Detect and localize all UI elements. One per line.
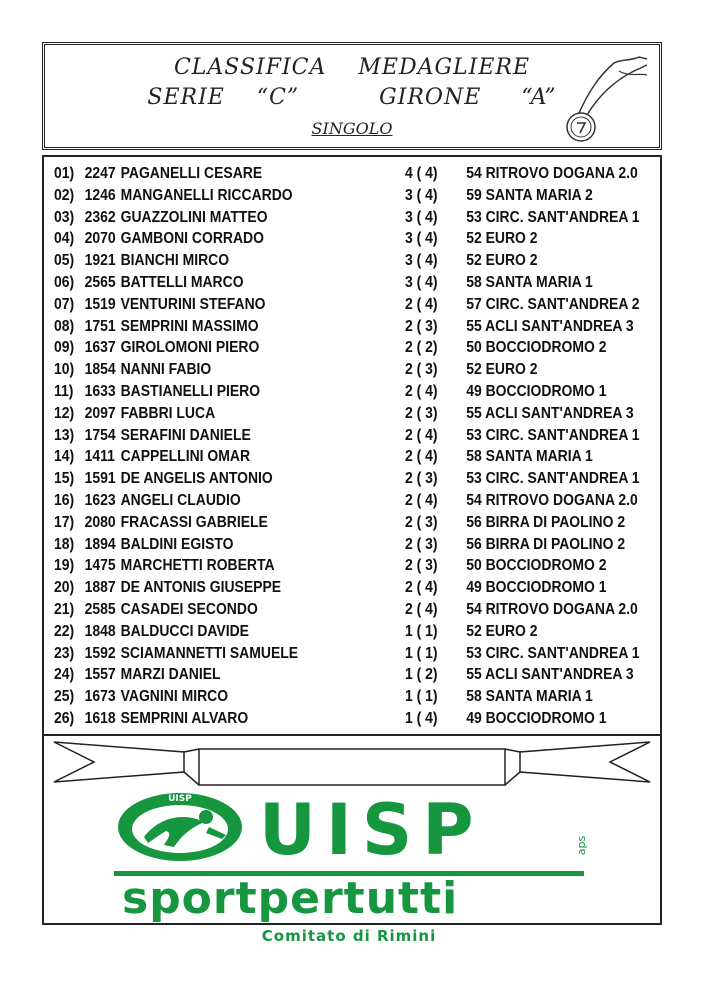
rank-position: 08) <box>54 317 75 335</box>
ranking-row <box>54 228 658 250</box>
player-name: PAGANELLI CESARE <box>120 165 263 182</box>
player-name: GAMBONI CORRADO <box>120 230 264 248</box>
ranking-row <box>54 207 658 229</box>
player-name: GIROLOMONI PIERO <box>120 339 260 357</box>
player-name: SEMPRINI MASSIMO <box>120 317 259 335</box>
player-score: 3 ( 4) <box>405 252 438 270</box>
team-name: 49 BOCCIODROMO 1 <box>466 709 607 727</box>
team-name: 56 BIRRA DI PAOLINO 2 <box>466 535 626 553</box>
uisp-logo <box>114 787 594 945</box>
player-code: 1921 <box>84 252 116 270</box>
player-score: 2 ( 4) <box>405 579 438 597</box>
player-code: 1475 <box>84 557 116 575</box>
ranking-row <box>54 490 658 512</box>
player-name: DE ANTONIS GIUSEPPE <box>120 579 282 597</box>
ranking-row <box>54 686 658 708</box>
player-code: 1411 <box>84 448 115 466</box>
player-score: 2 ( 3) <box>405 404 438 422</box>
player-name: SERAFINI DANIELE <box>120 426 251 444</box>
player-code: 2247 <box>84 165 116 182</box>
player-name: FRACASSI GABRIELE <box>120 513 268 531</box>
team-name: 55 ACLI SANT'ANDREA 3 <box>466 404 634 422</box>
player-name: VENTURINI STEFANO <box>120 295 266 313</box>
rank-position: 18) <box>54 535 75 553</box>
ranking-row <box>54 403 658 425</box>
ranking-row <box>54 621 658 643</box>
ranking-row <box>54 185 658 207</box>
player-code: 1754 <box>84 426 116 444</box>
ranking-row <box>54 468 658 490</box>
ranking-row <box>54 163 658 185</box>
team-name: 58 SANTA MARIA 1 <box>466 688 593 706</box>
team-name: 55 ACLI SANT'ANDREA 3 <box>466 317 634 335</box>
rank-position: 02) <box>54 186 75 204</box>
player-score: 1 ( 4) <box>405 709 438 727</box>
player-score: 1 ( 1) <box>405 644 438 662</box>
team-name: 58 SANTA MARIA 1 <box>466 273 593 291</box>
player-code: 2070 <box>84 230 116 248</box>
ranking-row <box>54 577 658 599</box>
team-name: 50 BOCCIODROMO 2 <box>466 557 607 575</box>
player-code: 1751 <box>84 317 116 335</box>
player-code: 2585 <box>84 600 116 618</box>
aps-label: aps <box>575 835 589 856</box>
team-name: 53 CIRC. SANT'ANDREA 1 <box>466 208 640 226</box>
title-line-3: SINGOLO <box>311 119 393 138</box>
team-name: 54 RITROVO DOGANA 2.0 <box>466 165 638 182</box>
ranking-row <box>54 337 658 359</box>
rank-position: 24) <box>54 666 75 684</box>
rank-position: 23) <box>54 644 75 662</box>
player-name: BALDINI EGISTO <box>120 535 234 553</box>
committee-text: Comitato di Rimini <box>261 927 437 945</box>
team-name: 52 EURO 2 <box>466 361 538 379</box>
rank-position: 22) <box>54 622 75 640</box>
player-name: CASADEI SECONDO <box>120 600 258 618</box>
player-code: 1618 <box>84 709 116 727</box>
ranking-row <box>54 643 658 665</box>
player-name: GUAZZOLINI MATTEO <box>120 208 268 226</box>
player-code: 1633 <box>84 382 116 400</box>
ranking-row <box>54 534 658 556</box>
team-name: 54 RITROVO DOGANA 2.0 <box>466 491 638 509</box>
ranking-row <box>54 425 658 447</box>
ranking-row <box>54 250 658 272</box>
ranking-row <box>54 381 658 403</box>
team-name: 52 EURO 2 <box>466 252 538 270</box>
player-code: 1854 <box>84 361 116 379</box>
rank-position: 01) <box>54 165 75 182</box>
team-name: 53 CIRC. SANT'ANDREA 1 <box>466 470 640 488</box>
player-name: SEMPRINI ALVARO <box>120 709 249 727</box>
ranking-row <box>54 316 658 338</box>
rank-position: 21) <box>54 600 75 618</box>
player-name: DE ANGELIS ANTONIO <box>120 470 273 488</box>
rank-position: 09) <box>54 339 75 357</box>
player-name: ANGELI CLAUDIO <box>120 491 241 509</box>
player-score: 3 ( 4) <box>405 273 438 291</box>
team-name: 49 BOCCIODROMO 1 <box>466 382 607 400</box>
rank-position: 05) <box>54 252 75 270</box>
ranking-row <box>54 294 658 316</box>
rank-position: 19) <box>54 557 75 575</box>
svg-text:UISP: UISP <box>168 794 192 804</box>
ranking-row <box>54 555 658 577</box>
player-name: SCIAMANNETTI SAMUELE <box>120 644 299 662</box>
ranking-box <box>42 155 662 945</box>
player-code: 2565 <box>84 273 116 291</box>
player-code: 1592 <box>84 644 116 662</box>
team-name: 52 EURO 2 <box>466 230 538 248</box>
rank-position: 13) <box>54 426 75 444</box>
ranking-row <box>54 359 658 381</box>
player-name: BATTELLI MARCO <box>120 273 244 291</box>
rank-position: 07) <box>54 295 75 313</box>
player-code: 2080 <box>84 513 116 531</box>
player-score: 1 ( 1) <box>405 688 438 706</box>
player-code: 2097 <box>84 404 116 422</box>
player-score: 2 ( 4) <box>405 448 438 466</box>
team-name: 54 RITROVO DOGANA 2.0 <box>466 600 638 618</box>
player-code: 1519 <box>84 295 116 313</box>
player-name: VAGNINI MIRCO <box>120 688 229 706</box>
ranking-list <box>54 163 659 730</box>
player-score: 2 ( 3) <box>405 361 438 379</box>
divider <box>44 734 660 736</box>
player-code: 1848 <box>84 622 116 640</box>
title-line-2: SERIE “C” GIRONE “A” <box>147 85 557 110</box>
team-name: 56 BIRRA DI PAOLINO 2 <box>466 513 626 531</box>
ranking-row <box>54 512 658 534</box>
rank-position: 11) <box>54 382 74 400</box>
rank-position: 12) <box>54 404 75 422</box>
team-name: 53 CIRC. SANT'ANDREA 1 <box>466 644 640 662</box>
player-score: 2 ( 4) <box>405 295 438 313</box>
player-code: 1887 <box>84 579 116 597</box>
player-name: CAPPELLINI OMAR <box>120 448 251 466</box>
player-score: 2 ( 4) <box>405 426 438 444</box>
rank-position: 17) <box>54 513 75 531</box>
player-score: 3 ( 4) <box>405 186 438 204</box>
rank-position: 25) <box>54 688 75 706</box>
player-score: 2 ( 4) <box>405 600 438 618</box>
player-score: 2 ( 3) <box>405 513 438 531</box>
player-name: NANNI FABIO <box>120 361 212 379</box>
ranking-row <box>54 446 658 468</box>
player-score: 3 ( 4) <box>405 208 438 226</box>
rank-position: 04) <box>54 230 75 248</box>
rank-position: 14) <box>54 448 75 466</box>
ranking-row <box>54 664 658 686</box>
team-name: 53 CIRC. SANT'ANDREA 1 <box>466 426 640 444</box>
player-score: 1 ( 2) <box>405 666 438 684</box>
player-code: 1637 <box>84 339 116 357</box>
ranking-row <box>54 272 658 294</box>
player-name: MARZI DANIEL <box>120 666 221 684</box>
player-score: 2 ( 3) <box>405 535 438 553</box>
player-score: 4 ( 4) <box>405 165 438 182</box>
rank-position: 20) <box>54 579 75 597</box>
team-name: 58 SANTA MARIA 1 <box>466 448 593 466</box>
player-name: BASTIANELLI PIERO <box>120 382 261 400</box>
player-name: BIANCHI MIRCO <box>120 252 230 270</box>
rank-position: 16) <box>54 491 75 509</box>
player-score: 2 ( 4) <box>405 491 438 509</box>
team-name: 57 CIRC. SANT'ANDREA 2 <box>466 295 640 313</box>
player-code: 1623 <box>84 491 116 509</box>
player-name: FABBRI LUCA <box>120 404 216 422</box>
player-code: 1246 <box>84 186 116 204</box>
uisp-runner-emblem-icon <box>114 787 246 867</box>
player-score: 2 ( 2) <box>405 339 438 357</box>
team-name: 59 SANTA MARIA 2 <box>466 186 593 204</box>
player-code: 1894 <box>84 535 116 553</box>
player-score: 2 ( 4) <box>405 382 438 400</box>
uisp-brand-text: UISP <box>259 789 484 871</box>
player-code: 2362 <box>84 208 116 226</box>
team-name: 49 BOCCIODROMO 1 <box>466 579 607 597</box>
rank-position: 26) <box>54 709 75 727</box>
player-name: MANGANELLI RICCARDO <box>120 186 293 204</box>
ranking-row <box>54 708 658 730</box>
rank-position: 03) <box>54 208 75 226</box>
ranking-row <box>54 599 658 621</box>
player-code: 1557 <box>84 666 116 684</box>
title-line-1: CLASSIFICA MEDAGLIERE <box>173 55 531 80</box>
medal-icon <box>559 51 651 143</box>
player-code: 1673 <box>84 688 116 706</box>
rank-position: 06) <box>54 273 75 291</box>
team-name: 52 EURO 2 <box>466 622 538 640</box>
player-score: 2 ( 3) <box>405 317 438 335</box>
player-name: BALDUCCI DAVIDE <box>120 622 249 640</box>
player-score: 3 ( 4) <box>405 230 438 248</box>
player-code: 1591 <box>84 470 116 488</box>
player-score: 2 ( 3) <box>405 557 438 575</box>
team-name: 55 ACLI SANT'ANDREA 3 <box>466 666 634 684</box>
player-score: 1 ( 1) <box>405 622 438 640</box>
header-box <box>42 42 662 150</box>
player-score: 2 ( 3) <box>405 470 438 488</box>
team-name: 50 BOCCIODROMO 2 <box>466 339 607 357</box>
player-name: MARCHETTI ROBERTA <box>120 557 275 575</box>
rank-position: 10) <box>54 361 75 379</box>
rank-position: 15) <box>54 470 75 488</box>
sportpertutti-text: sportpertutti <box>122 873 459 924</box>
